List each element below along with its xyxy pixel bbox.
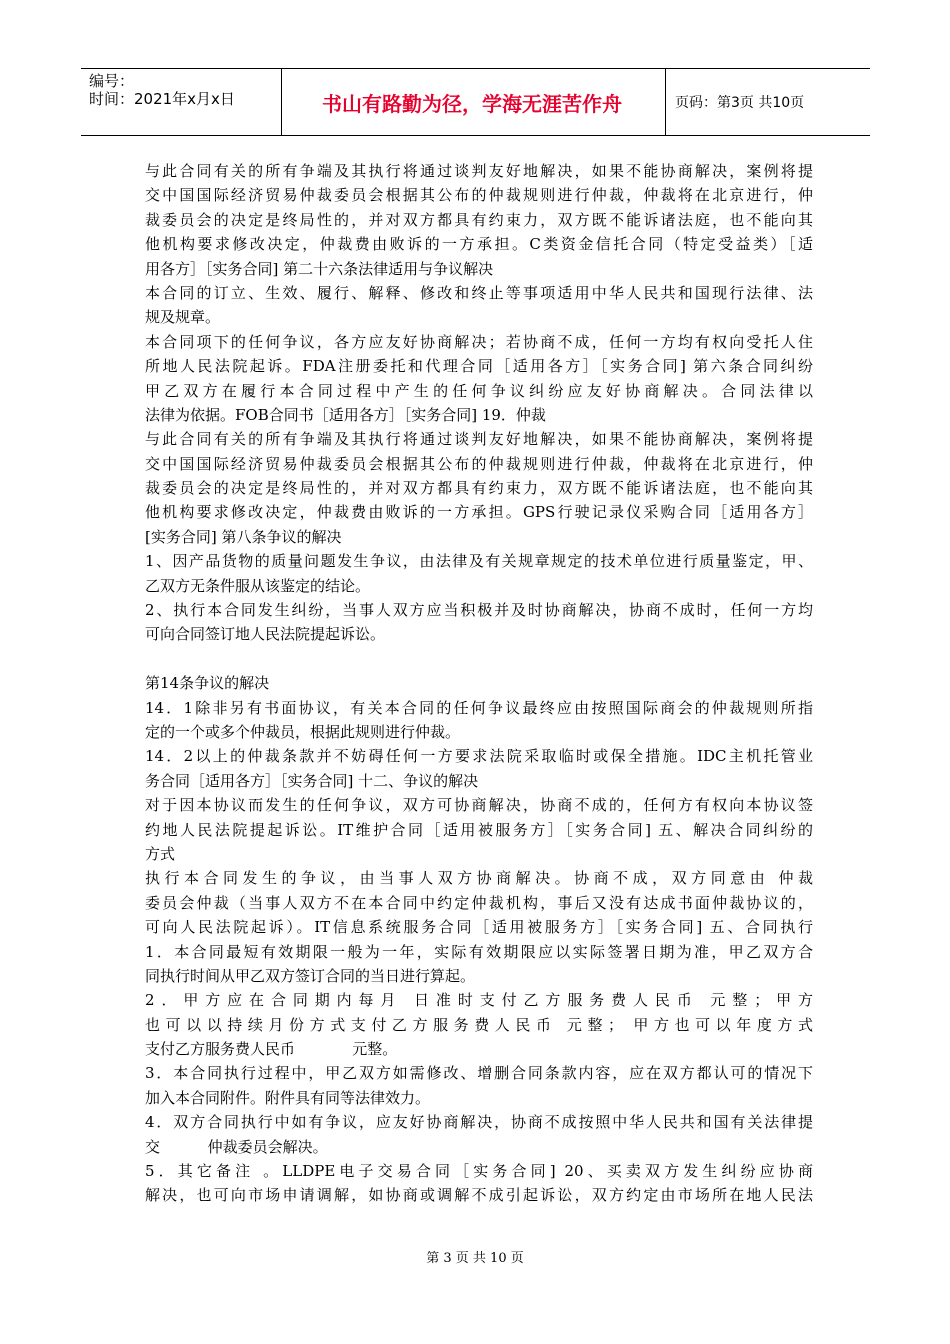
body-text-line: 裁委员会的决定是终局性的，并对双方都具有约束力，双方既不能诉诸法庭，也不能向其 <box>145 210 813 229</box>
body-text-line: 2、执行本合同发生纠纷，当事人双方应当积极并及时协商解决，协商不成时，任何一方均 <box>145 601 813 620</box>
body-text-line: 甲乙双方在履行本合同过程中产生的任何争议纠纷应友好协商解决。合同法律以 <box>145 381 813 400</box>
body-text-line: 第14条争议的解决 <box>145 674 270 693</box>
body-text-line: 务合同［适用各方］［实务合同] 十二、争议的解决 <box>145 771 479 790</box>
body-text-line: 也可以以持续月份方式支付乙方服务费人民币 元整； 甲方也可以年度方式 <box>145 1015 813 1034</box>
body-text-line: 1、因产品货物的质量问题发生争议，由法律及有关规章规定的技术单位进行质量鉴定，甲、 <box>145 552 813 571</box>
body-text-line: 本合同的订立、生效、履行、解释、修改和终止等事项适用中华人民共和国现行法律、法 <box>145 283 813 302</box>
body-text-line: 3．本合同执行过程中，甲乙双方如需修改、增删合同条款内容，应在双方都认可的情况下 <box>145 1064 813 1083</box>
page-header <box>81 68 870 136</box>
body-text-line: 与此合同有关的所有争端及其执行将通过谈判友好地解决，如果不能协商解决，案例将提 <box>145 430 813 449</box>
body-text-line: 他机构要求修改决定，仲裁费由败诉的一方承担。C类资金信托合同（特定受益类）［适 <box>145 235 813 254</box>
body-text-line: 同执行时间从甲乙双方签订合同的当日进行算起。 <box>145 966 476 985</box>
body-text-line: 他机构要求修改决定，仲裁费由败诉的一方承担。GPS行驶记录仪采购合同［适用各方］ <box>145 503 813 522</box>
body-text-line: 裁委员会的决定是终局性的，并对双方都具有约束力，双方既不能诉诸法庭，也不能向其 <box>145 479 813 498</box>
body-text-line: 4．双方合同执行中如有争议，应友好协商解决，协商不成按照中华人民共和国有关法律提 <box>145 1113 813 1132</box>
body-text-line: 2．甲方应在合同期内每月 日准时支付乙方服务费人民币 元整；甲方 <box>145 991 813 1010</box>
body-text-line: 委员会仲裁（当事人双方不在本合同中约定仲裁机构，事后又没有达成书面仲裁协议的， <box>145 893 813 912</box>
body-text-line: 用各方］［实务合同] 第二十六条法律适用与争议解决 <box>145 259 494 278</box>
body-text-line: 所地人民法院起诉。FDA注册委托和代理合同［适用各方］［实务合同] 第六条合同纠纷 <box>145 357 813 376</box>
header-divider <box>281 69 282 135</box>
document-time-label: 时间：2021年x月x日 <box>89 90 235 108</box>
document-body <box>145 159 813 1208</box>
body-text-line: 对于因本协议而发生的任何争议，双方可协商解决，协商不成的，任何方有权向本协议签 <box>145 796 813 815</box>
body-text-line: 乙双方无条件服从该鉴定的结论。 <box>145 576 371 595</box>
body-text-line: 14．2以上的仲裁条款并不妨碍任何一方要求法院采取临时或保全措施。IDC主机托管业 <box>145 747 813 766</box>
body-text-line: 可向人民法院起诉）。IT信息系统服务合同［适用被服务方］［实务合同] 五、合同执行 <box>145 918 813 937</box>
body-text-line: 定的一个或多个仲裁员，根据此规则进行仲裁。 <box>145 722 461 741</box>
header-motto: 书山有路勤为径，学海无涯苦作舟 <box>322 91 622 116</box>
body-text-line: 加入本合同附件。附件具有同等法律效力。 <box>145 1088 431 1107</box>
body-text-line: 方式 <box>145 844 176 863</box>
body-text-line: 1．本合同最短有效期限一般为一年，实际有效期限应以实际签署日期为准，甲乙双方合 <box>145 942 813 961</box>
body-text-line: 交中国国际经济贸易仲裁委员会根据其公布的仲裁规则进行仲裁，仲裁将在北京进行，仲 <box>145 186 813 205</box>
body-text-line: 与此合同有关的所有争端及其执行将通过谈判友好地解决，如果不能协商解决，案例将提 <box>145 162 813 180</box>
header-meta <box>81 69 281 135</box>
body-text-line: 约地人民法院提起诉讼。IT维护合同［适用被服务方］［实务合同] 五、解决合同纠纷的 <box>145 820 813 839</box>
body-text-line: 法律为依据。FOB合同书［适用各方］［实务合同] 19．仲裁 <box>145 405 546 424</box>
body-text-line: 交中国国际经济贸易仲裁委员会根据其公布的仲裁规则进行仲裁，仲裁将在北京进行，仲 <box>145 454 813 473</box>
body-text-line: [实务合同] 第八条争议的解决 <box>145 527 342 546</box>
body-text-line: 本合同项下的任何争议，各方应友好协商解决；若协商不成，任何一方均有权向受托人住 <box>145 332 813 351</box>
body-text-line: 交 仲裁委员会解决。 <box>145 1137 328 1156</box>
document-number-label: 编号： <box>89 72 135 90</box>
body-text-line: 14．1除非另有书面协议，有关本合同的任何争议最终应由按照国际商会的仲裁规则所指 <box>145 698 813 717</box>
body-text-line: 解决，也可向市场申请调解，如协商或调解不成引起诉讼，双方约定由市场所在地人民法 <box>145 1186 813 1205</box>
blank-line <box>145 647 813 671</box>
body-text-line: 执行本合同发生的争议，由当事人双方协商解决。协商不成，双方同意由 仲裁 <box>145 869 813 888</box>
body-text-line: 支付乙方服务费人民币 元整。 <box>145 1040 398 1059</box>
body-text-line: 5．其它备注 。LLDPE电子交易合同［实务合同] 20、买卖双方发生纠纷应协商 <box>145 1162 813 1181</box>
page-footer: 第 3 页 共 10 页 <box>426 1251 524 1266</box>
body-text-line: 可向合同签订地人民法院提起诉讼。 <box>145 625 386 644</box>
body-text-line: 规及规章。 <box>145 308 221 327</box>
header-page-info: 页码：第3页 共10页 <box>675 95 805 111</box>
